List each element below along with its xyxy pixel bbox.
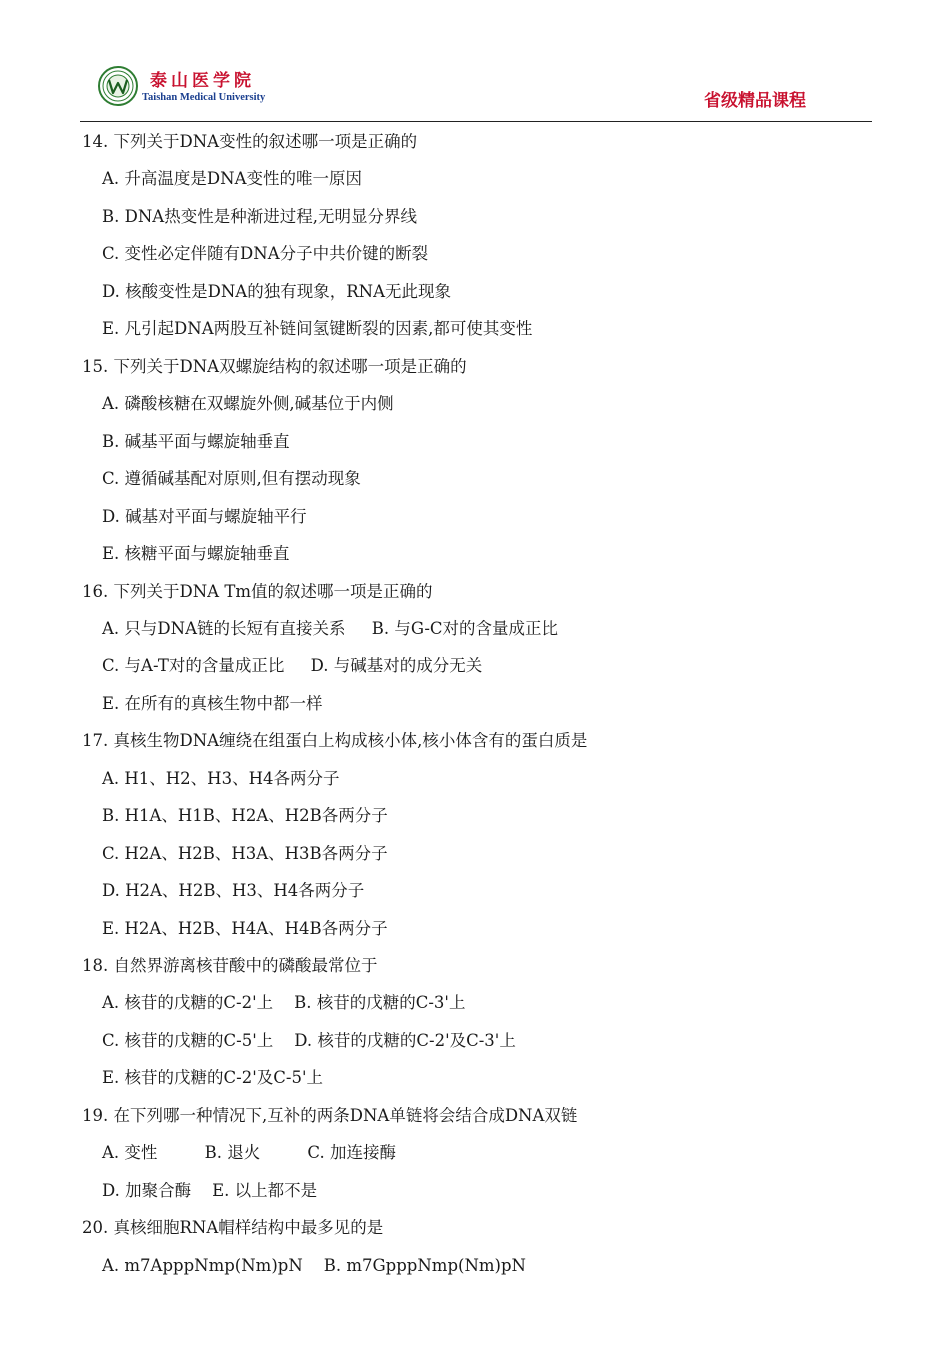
option-15a: A. 磷酸核糖在双螺旋外侧,碱基位于内侧 [102,394,394,413]
option-20ab: A. m7ApppNmp(Nm)pN B. m7GpppNmp(Nm)pN [102,1256,526,1275]
course-title: 省级精品课程 [704,91,806,111]
option-17a: A. H1、H2、H3、H4各两分子 [102,769,340,788]
question-14: 14. 下列关于DNA变性的叙述哪一项是正确的 [82,132,418,151]
option-17b: B. H1A、H1B、H2A、H2B各两分子 [102,806,388,825]
option-18e: E. 核苷的戊糖的C-2'及C-5'上 [102,1068,324,1087]
option-19de: D. 加聚合酶 E. 以上都不是 [102,1181,318,1200]
option-15e: E. 核糖平面与螺旋轴垂直 [102,544,290,563]
option-17d: D. H2A、H2B、H3、H4各两分子 [102,881,365,900]
option-19abc: A. 变性 B. 退火 C. 加连接酶 [102,1143,396,1162]
question-15: 15. 下列关于DNA双螺旋结构的叙述哪一项是正确的 [82,357,467,376]
question-17: 17. 真核生物DNA缠绕在组蛋白上构成核小体,核小体含有的蛋白质是 [82,731,588,750]
university-logo-icon [98,66,138,106]
option-16ab: A. 只与DNA链的长短有直接关系 B. 与G-C对的含量成正比 [102,619,559,638]
question-18: 18. 自然界游离核苷酸中的磷酸最常位于 [82,956,378,975]
option-15d: D. 碱基对平面与螺旋轴平行 [102,507,307,526]
page-header [0,0,952,125]
option-14b: B. DNA热变性是种渐进过程,无明显分界线 [102,207,417,226]
option-16cd: C. 与A-T对的含量成正比 D. 与碱基对的成分无关 [102,656,483,675]
school-name-cn: 泰山医学院 [150,71,255,91]
header-divider [80,121,872,122]
question-20: 20. 真核细胞RNA帽样结构中最多见的是 [82,1218,384,1237]
option-15c: C. 遵循碱基配对原则,但有摆动现象 [102,469,361,488]
option-14a: A. 升高温度是DNA变性的唯一原因 [102,169,362,188]
school-name-en: Taishan Medical University [142,92,266,103]
option-18ab: A. 核苷的戊糖的C-2'上 B. 核苷的戊糖的C-3'上 [102,993,466,1012]
option-15b: B. 碱基平面与螺旋轴垂直 [102,432,290,451]
option-14e: E. 凡引起DNA两股互补链间氢键断裂的因素,都可使其变性 [102,319,533,338]
option-18cd: C. 核苷的戊糖的C-5'上 D. 核苷的戊糖的C-2'及C-3'上 [102,1031,516,1050]
question-19: 19. 在下列哪一种情况下,互补的两条DNA单链将会结合成DNA双链 [82,1106,578,1125]
option-17e: E. H2A、H2B、H4A、H4B各两分子 [102,919,388,938]
option-14c: C. 变性必定伴随有DNA分子中共价键的断裂 [102,244,429,263]
question-16: 16. 下列关于DNA Tm值的叙述哪一项是正确的 [82,582,433,601]
option-16e: E. 在所有的真核生物中都一样 [102,694,323,713]
option-17c: C. H2A、H2B、H3A、H3B各两分子 [102,844,388,863]
option-14d: D. 核酸变性是DNA的独有现象，RNA无此现象 [102,282,451,301]
